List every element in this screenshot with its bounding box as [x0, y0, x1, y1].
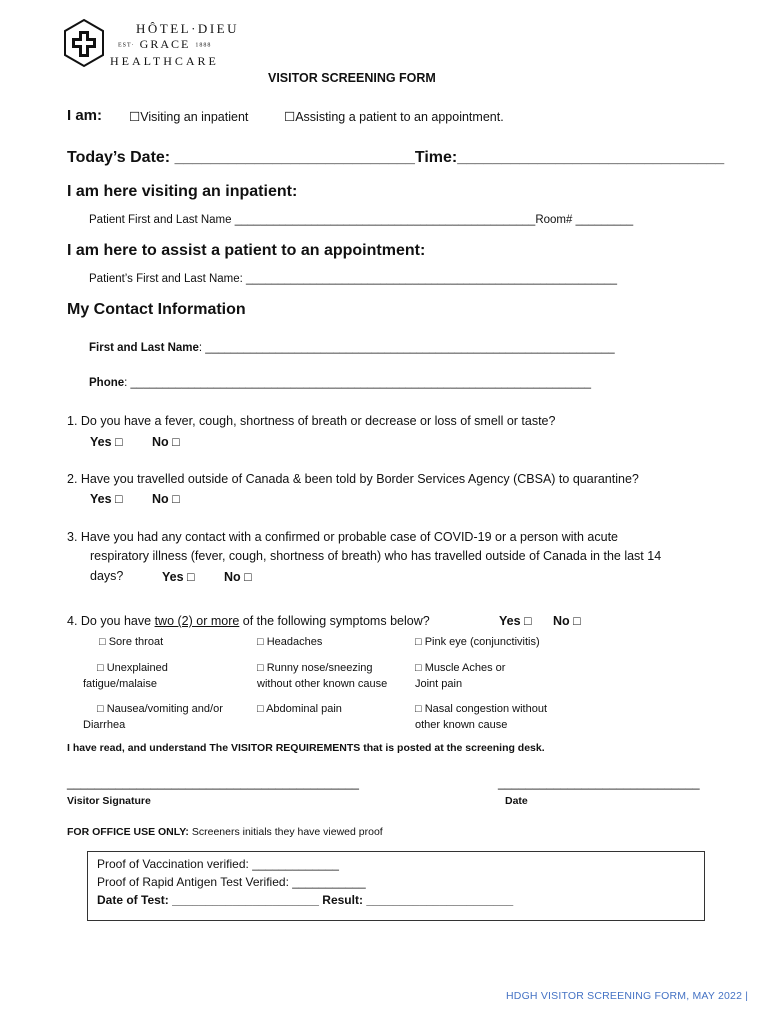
q3-no-checkbox[interactable]: No □ [224, 570, 252, 584]
question-3-line-3: days? [90, 569, 124, 583]
question-3-line-2: respiratory illness (fever, cough, shortness of breath) who has travelled outside of Canada in the last 14 [90, 549, 662, 563]
logo-line-3: HEALTHCARE [110, 54, 219, 68]
date-time-field[interactable]: Today’s Date: ___________________________Time:______________________________ [67, 149, 725, 166]
signature-date-label: Date [505, 795, 528, 807]
contact-name-field[interactable]: First and Last Name: ________________________________________________________________ [89, 342, 615, 354]
symptom-sore-throat[interactable]: □ Sore throat [99, 636, 164, 648]
cross-shield-icon [63, 18, 105, 68]
symptom-nausea-line-2: Diarrhea [83, 719, 126, 731]
question-1: 1. Do you have a fever, cough, shortness of breath or decrease or loss of smell or taste? [67, 414, 556, 428]
visiting-inpatient-checkbox[interactable]: ☐Visiting an inpatient [129, 110, 249, 124]
patient-name-room-field[interactable]: Patient First and Last Name _______________________________________________Room# _________ [89, 214, 634, 226]
form-title: VISITOR SCREENING FORM [268, 71, 436, 85]
logo-line-2: EST· GRACE 1888 [118, 37, 212, 51]
q2-yes-checkbox[interactable]: Yes □ [90, 492, 123, 506]
q1-no-checkbox[interactable]: No □ [152, 435, 180, 449]
question-4: 4. Do you have two (2) or more of the following symptoms below? [67, 614, 430, 628]
symptom-nasal-congestion[interactable]: □ Nasal congestion without other known cause [415, 703, 547, 731]
acknowledgement-text: I have read, and understand The VISITOR REQUIREMENTS that is posted at the screening desk. [67, 742, 545, 754]
symptom-abdominal-pain[interactable]: □ Abdominal pain [257, 703, 342, 715]
contact-phone-field[interactable]: Phone: ________________________________________________________________________ [89, 377, 592, 389]
signature-date-line[interactable]: _____________________________ [498, 776, 700, 790]
symptom-nausea[interactable]: □ Nausea/vomiting and/or [97, 703, 223, 715]
q4-yes-checkbox[interactable]: Yes □ [499, 614, 532, 628]
signature-label: Visitor Signature [67, 795, 151, 807]
q3-yes-checkbox[interactable]: Yes □ [162, 570, 195, 584]
symptom-runny-nose[interactable]: □ Runny nose/sneezing without other known cause [257, 662, 388, 690]
assisted-patient-name-field[interactable]: Patient’s First and Last Name: __________________________________________________________ [89, 273, 617, 285]
question-3-line-1: 3. Have you had any contact with a confirmed or probable case of COVID-19 or a person with acute [67, 530, 618, 544]
contact-heading: My Contact Information [67, 301, 246, 318]
vaccination-verified-field[interactable]: Proof of Vaccination verified: _____________ [97, 857, 339, 871]
office-use-box [87, 851, 705, 921]
q4-no-checkbox[interactable]: No □ [553, 614, 581, 628]
assisting-heading: I am here to assist a patient to an appointment: [67, 242, 426, 259]
logo-line-1: HÔTEL·DIEU [136, 21, 239, 36]
visiting-heading: I am here visiting an inpatient: [67, 183, 298, 200]
symptom-pink-eye[interactable]: □ Pink eye (conjunctivitis) [415, 636, 540, 648]
question-2: 2. Have you travelled outside of Canada & been told by Border Services Agency (CBSA) to quarantine? [67, 472, 639, 486]
q2-no-checkbox[interactable]: No □ [152, 492, 180, 506]
assisting-patient-checkbox[interactable]: ☐Assisting a patient to an appointment. [284, 110, 504, 124]
iam-label: I am: [67, 107, 103, 124]
q1-yes-checkbox[interactable]: Yes □ [90, 435, 123, 449]
rapid-test-verified-field[interactable]: Proof of Rapid Antigen Test Verified: ___________ [97, 875, 366, 889]
symptom-fatigue-line-2: fatigue/malaise [83, 678, 157, 690]
symptom-fatigue[interactable]: □ Unexplained [97, 662, 168, 674]
symptom-muscle-aches[interactable]: □ Muscle Aches or Joint pain [415, 662, 506, 690]
page-footer: HDGH VISITOR SCREENING FORM, MAY 2022 | [506, 990, 749, 1002]
symptom-headaches[interactable]: □ Headaches [257, 636, 323, 648]
date-result-field[interactable]: Date of Test: ______________________ Result: ______________________ [97, 893, 514, 907]
office-use-text: FOR OFFICE USE ONLY: Screeners initials they have viewed proof [67, 826, 383, 838]
signature-line[interactable]: __________________________________________ [67, 776, 359, 790]
